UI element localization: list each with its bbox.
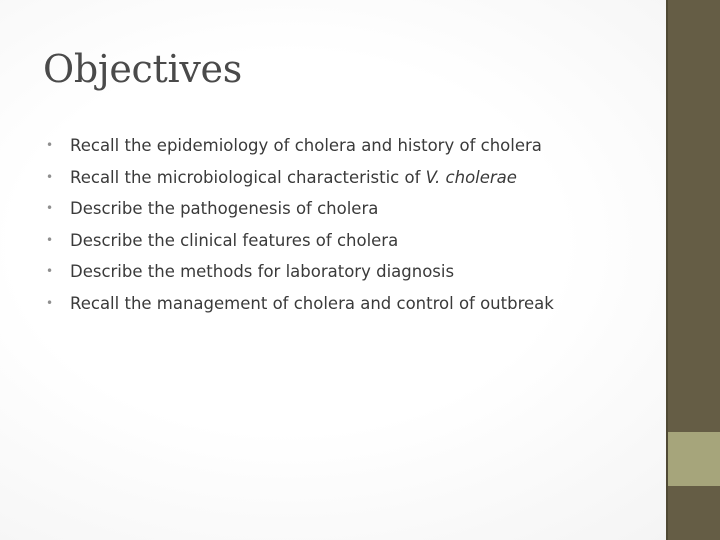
- bullet-icon: •: [46, 264, 54, 279]
- organism-name: V. cholerae: [425, 167, 517, 187]
- objective-text: Recall the epidemiology of cholera and history of cholera: [70, 136, 542, 155]
- objective-text: Describe the clinical features of cholera: [70, 230, 399, 250]
- sidebar-band: [666, 0, 720, 540]
- objective-text: Describe the methods for laboratory diagnosis: [70, 262, 455, 282]
- slide-title: Objectives: [43, 47, 242, 91]
- objective-text: Describe the pathogenesis of cholera: [70, 199, 379, 219]
- bullet-icon: •: [46, 169, 54, 184]
- bullet-icon: •: [46, 201, 54, 216]
- bullet-icon: •: [46, 295, 54, 310]
- objective-text: Recall the microbiological characteristic of: [70, 167, 426, 187]
- bullet-icon: •: [46, 232, 54, 247]
- objective-text-line: [70, 162, 517, 194]
- bullet-icon: •: [46, 138, 54, 152]
- sidebar-accent-block: [668, 432, 720, 486]
- objective-text: Recall the management of cholera and control of outbreak: [70, 293, 554, 313]
